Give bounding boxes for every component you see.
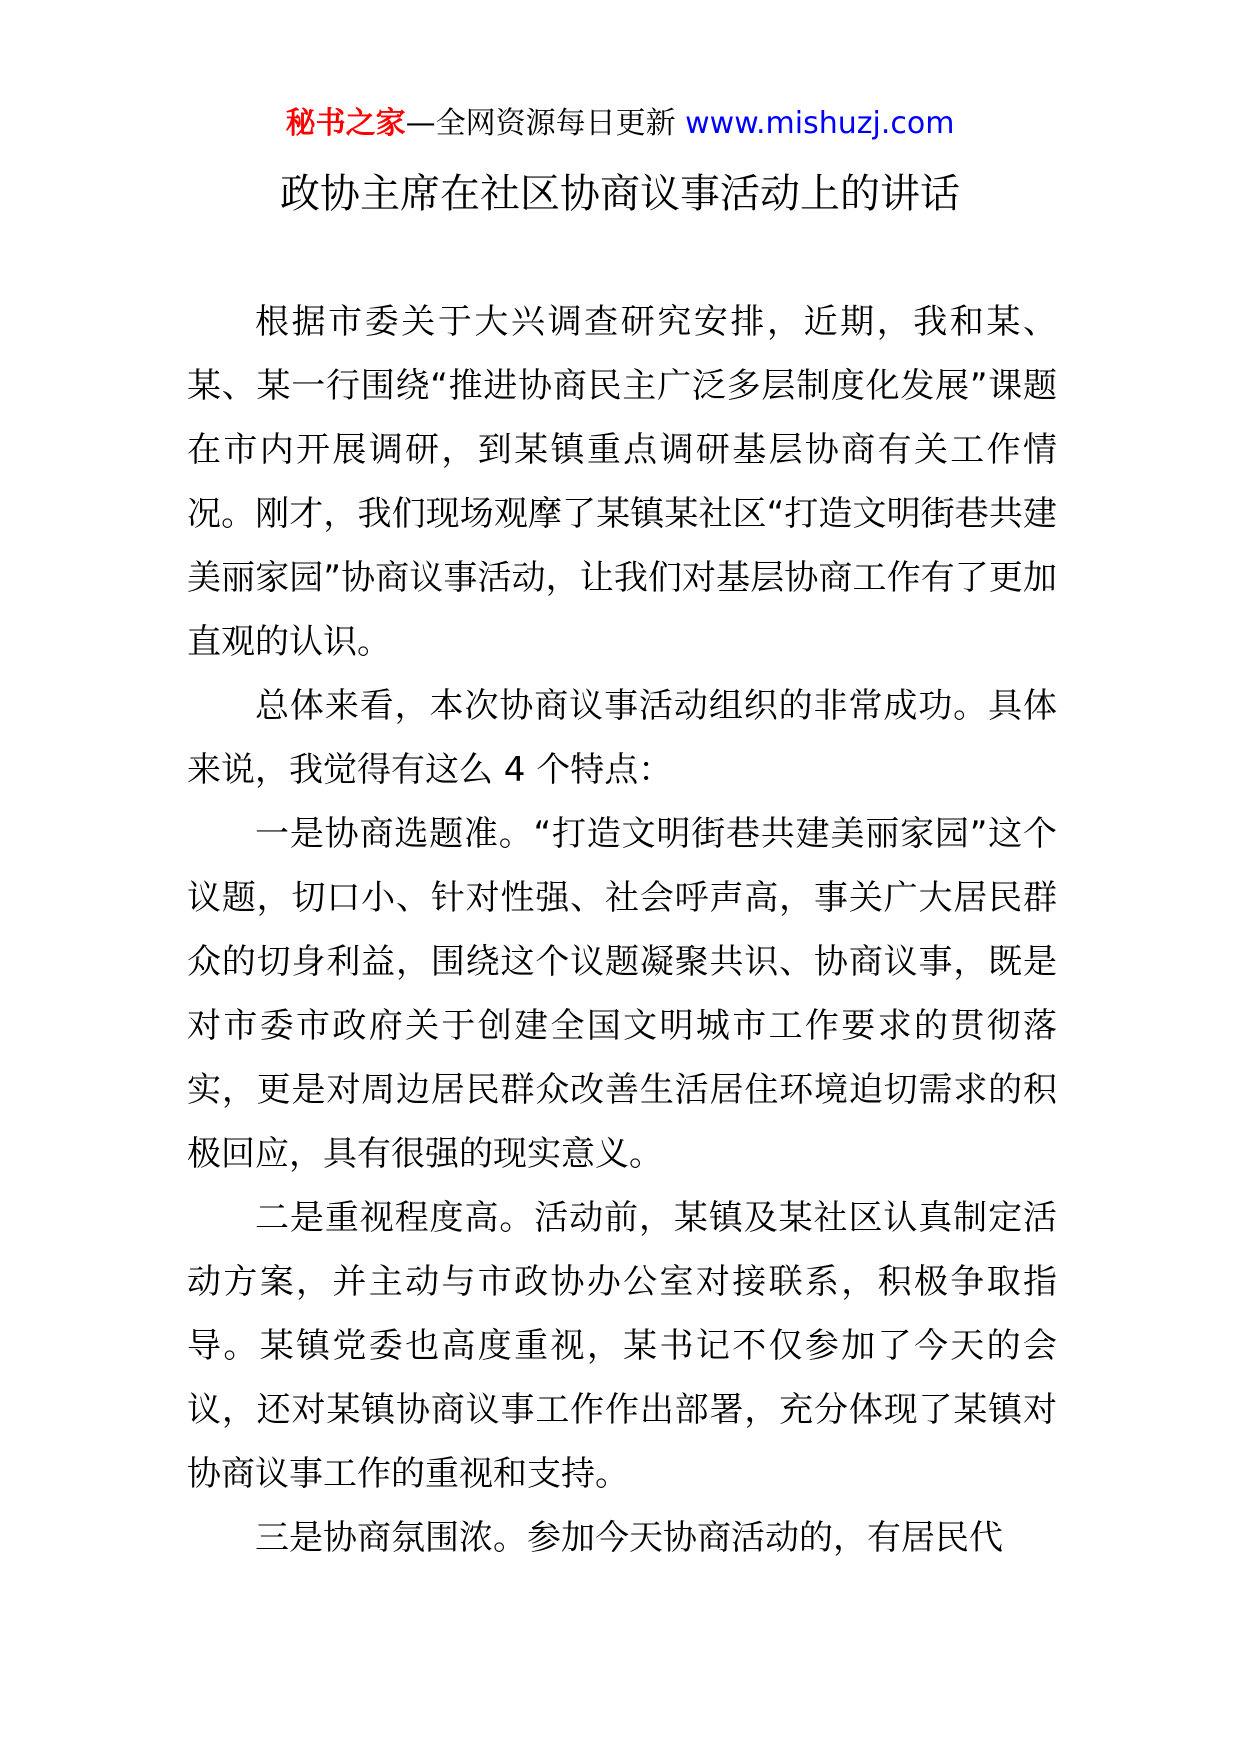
paragraph-overview: 总体来看，本次协商议事活动组织的非常成功。具体来说，我觉得有这么 4 个特点：	[187, 686, 1057, 790]
paragraph-point-two: 二是重视程度高。活动前，某镇及某社区认真制定活动方案，并主动与市政协办公室对接联系，积极争取指导。某镇党委也高度重视，某书记不仅参加了今天的会议，还对某镇协商议事工作作出部署，充分体现了某镇对协商议事工作的重视和支持。	[187, 1198, 1057, 1494]
site-brand: 秘书之家	[285, 106, 406, 141]
document-title: 政协主席在社区协商议事活动上的讲话	[280, 171, 960, 217]
paragraph-point-one: 一是协商选题准。“打造文明街巷共建美丽家园”这个议题，切口小、针对性强、社会呼声高，事关广大居民群众的切身利益，围绕这个议题凝聚共识、协商议事，既是对市委市政府关于创建全国文明城市工作要求的贯彻落实，更是对周边居民群众改善生活居住环境迫切需求的积极回应，具有很强的现实意义。	[187, 814, 1057, 1174]
site-tagline: —全网资源每日更新	[405, 106, 676, 141]
document-body	[187, 290, 1057, 1570]
paragraph-point-three: 三是协商氛围浓。参加今天协商活动的，有居民代	[255, 1518, 1003, 1558]
site-url-link[interactable]: www.mishuzj.com	[685, 106, 955, 141]
site-header	[0, 104, 1240, 144]
paragraph-intro: 根据市委关于大兴调查研究安排，近期，我和某、某、某一行围绕“推进协商民主广泛多层制度化发展”课题在市内开展调研，到某镇重点调研基层协商有关工作情况。刚才，我们现场观摩了某镇某社区“打造文明街巷共建美丽家园”协商议事活动，让我们对基层协商工作有了更加直观的认识。	[187, 302, 1057, 662]
